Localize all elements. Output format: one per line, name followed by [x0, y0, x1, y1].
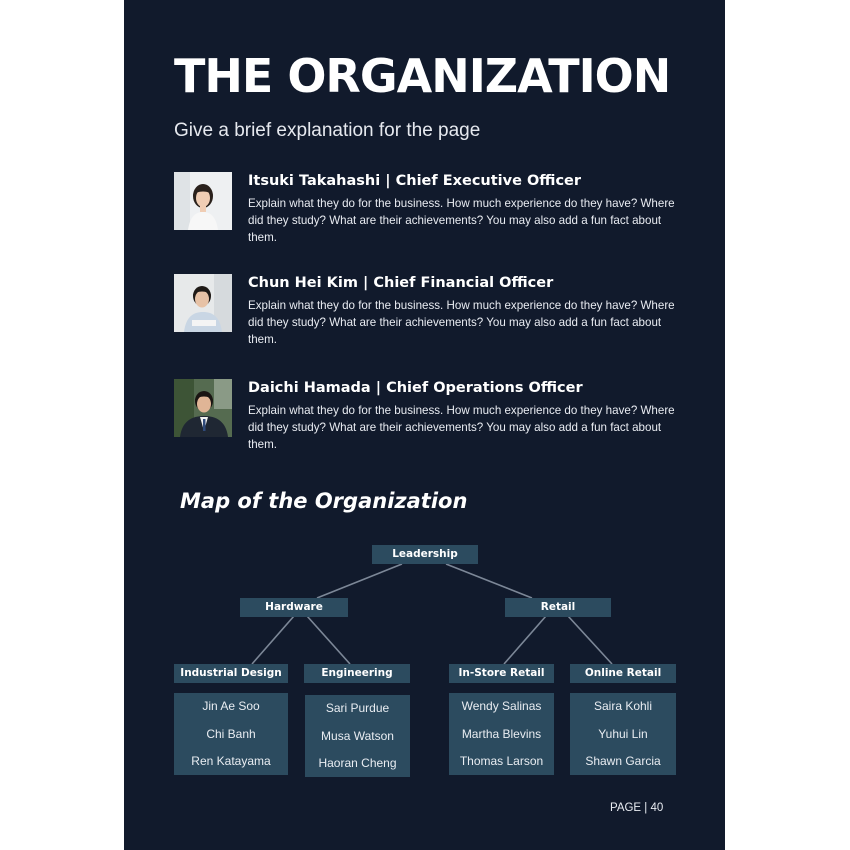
page-subtitle: Give a brief explanation for the page	[174, 120, 481, 141]
team-member: Wendy Salinas	[461, 699, 542, 713]
team-member: Jin Ae Soo	[202, 699, 260, 713]
team-member: Yuhui Lin	[598, 726, 648, 741]
map-title: Map of the Organization	[180, 489, 468, 513]
person-name-title: Daichi Hamada | Chief Operations Officer	[248, 380, 583, 396]
connector-line	[568, 616, 612, 664]
person-description: Explain what they do for the business. How much experience do they have? Where did they study? What are their achievements? You may also add a fun fact about them.	[248, 299, 675, 346]
person-name-title: Chun Hei Kim | Chief Financial Officer	[248, 275, 554, 291]
team-member: Chi Banh	[206, 726, 256, 741]
connector-line	[252, 616, 294, 664]
org-node-leadership: Leadership	[372, 545, 478, 564]
team-member: Martha Blevins	[461, 726, 542, 741]
team-members-engineering	[305, 695, 410, 777]
team-member: Sari Purdue	[325, 701, 390, 715]
team-members-online-retail	[570, 693, 676, 775]
document-page	[124, 0, 725, 850]
person-description: Explain what they do for the business. How much experience do they have? Where did they study? What are their achievements? You may also add a fun fact about them.	[248, 197, 675, 244]
team-member: Saira Kohli	[593, 699, 653, 713]
team-member: Haoran Cheng	[318, 756, 397, 770]
org-node-hardware: Hardware	[240, 598, 348, 617]
team-member: Musa Watson	[321, 728, 394, 743]
org-node-engineering: Engineering	[304, 664, 410, 683]
team-member: Thomas Larson	[459, 754, 544, 768]
page-title: THE ORGANIZATION	[174, 49, 671, 103]
org-node-in-store-retail: In-Store Retail	[449, 664, 554, 683]
team-member: Ren Katayama	[191, 754, 271, 768]
org-node-retail: Retail	[505, 598, 611, 617]
team-members-industrial-design	[174, 693, 288, 775]
team-member: Shawn Garcia	[585, 754, 661, 768]
page-number: PAGE | 40	[610, 802, 664, 814]
team-members-in-store-retail	[449, 693, 554, 775]
org-node-online-retail: Online Retail	[570, 664, 676, 683]
person-name-title: Itsuki Takahashi | Chief Executive Officer	[248, 173, 582, 189]
connector-line	[307, 616, 350, 664]
connector-line	[504, 616, 546, 664]
connector-line	[317, 564, 402, 598]
person-description: Explain what they do for the business. How much experience do they have? Where did they study? What are their achievements? You may also add a fun fact about them.	[248, 404, 675, 451]
org-node-industrial-design: Industrial Design	[174, 664, 288, 683]
connector-line	[446, 564, 532, 598]
